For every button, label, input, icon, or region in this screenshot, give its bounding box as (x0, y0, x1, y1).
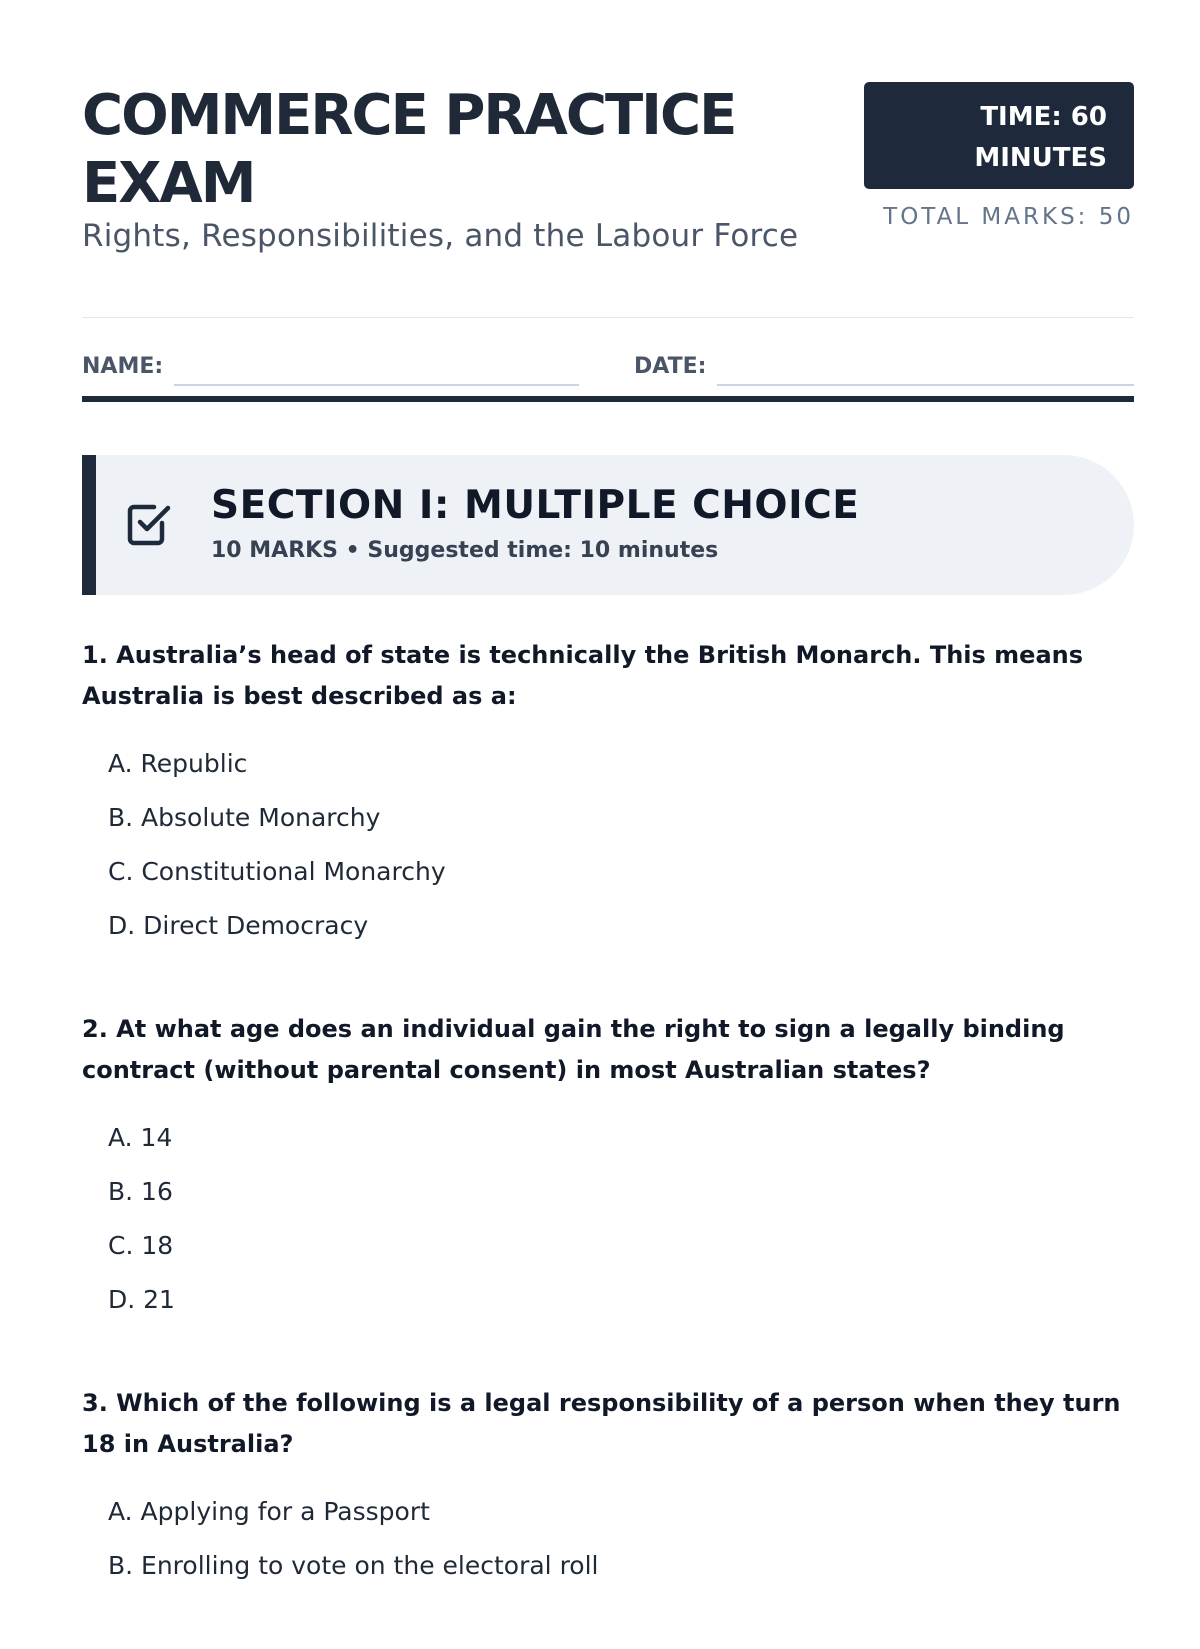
exam-title: COMMERCE PRACTICE EXAM (82, 83, 736, 216)
time-line-1: TIME: 60 (980, 102, 1107, 132)
option-c[interactable]: C. 18 (108, 1231, 174, 1260)
student-fields (82, 346, 1134, 396)
date-field[interactable] (717, 384, 1134, 386)
date-label: DATE: (634, 354, 707, 379)
exam-header (82, 0, 1134, 318)
exam-page (82, 0, 1134, 1649)
question-1 (82, 635, 1134, 953)
section-subtitle: 10 MARKS • Suggested time: 10 minutes (211, 538, 719, 563)
option-a[interactable]: A. Republic (108, 749, 248, 778)
section-title: SECTION I: MULTIPLE CHOICE (211, 483, 860, 528)
name-field[interactable] (174, 384, 579, 386)
header-bottom-rule (82, 396, 1134, 402)
exam-subtitle: Rights, Responsibilities, and the Labour Force (82, 218, 799, 254)
option-d[interactable]: D. 21 (108, 1285, 175, 1314)
question-text: 1. Australia’s head of state is technically the British Monarch. This means Australia is best described as a: (82, 641, 1084, 710)
option-a[interactable]: A. Applying for a Passport (108, 1497, 430, 1526)
question-2 (82, 1009, 1134, 1327)
question-3 (82, 1383, 1134, 1593)
question-text: 2. At what age does an individual gain the right to sign a legally binding contract (without parental consent) in most Australian states? (82, 1015, 1065, 1084)
option-b[interactable]: B. Enrolling to vote on the electoral roll (108, 1551, 599, 1580)
checkbox-icon (126, 501, 172, 547)
time-badge (864, 82, 1134, 189)
question-text: 3. Which of the following is a legal responsibility of a person when they turn 18 in Australia? (82, 1389, 1121, 1458)
question-list (82, 635, 1134, 1593)
time-line-2: MINUTES (974, 143, 1107, 173)
header-divider (82, 317, 1134, 318)
option-d[interactable]: D. Direct Democracy (108, 911, 369, 940)
name-label: NAME: (82, 354, 164, 379)
option-c[interactable]: C. Constitutional Monarchy (108, 857, 446, 886)
option-b[interactable]: B. Absolute Monarchy (108, 803, 381, 832)
option-a[interactable]: A. 14 (108, 1123, 173, 1152)
section-banner (82, 455, 1134, 595)
total-marks: TOTAL MARKS: 50 (883, 204, 1134, 230)
option-b[interactable]: B. 16 (108, 1177, 173, 1206)
